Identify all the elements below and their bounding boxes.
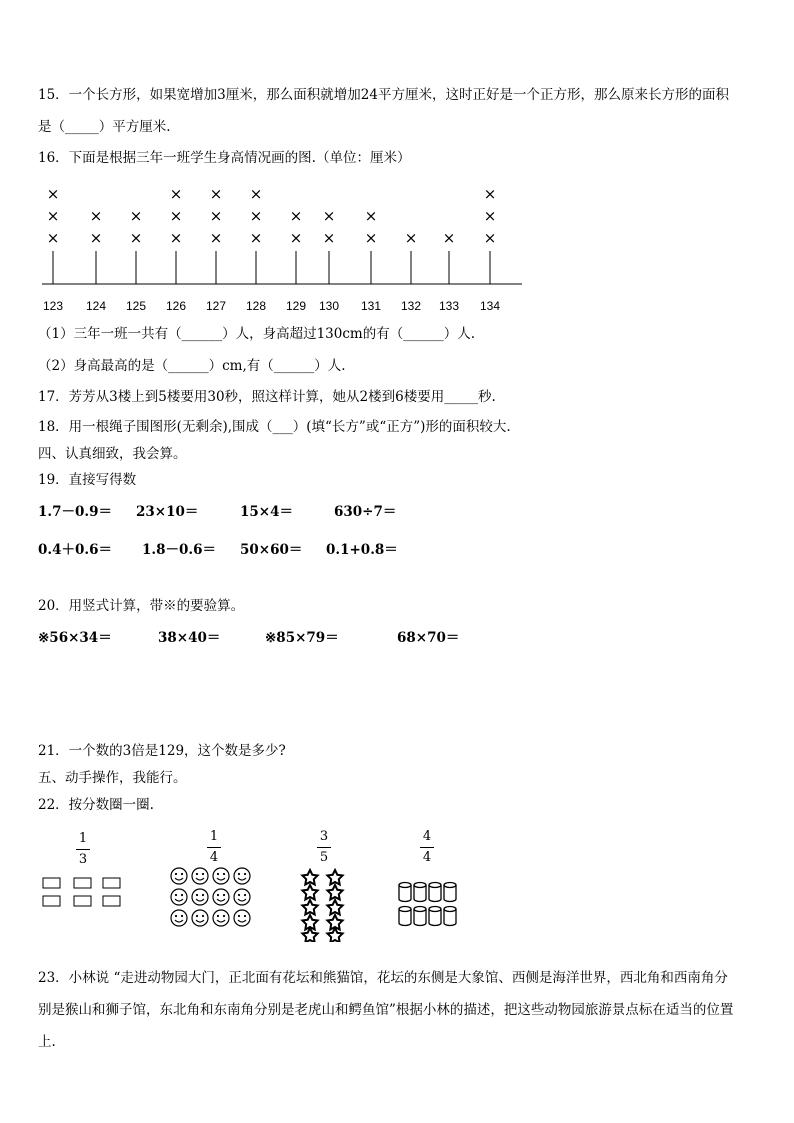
calc-item: 38×40＝ xyxy=(158,630,221,646)
section-5-heading: 五、动手操作，我能行。 xyxy=(38,770,187,786)
answer-blank[interactable]: _____ xyxy=(65,119,99,135)
data-mark: × xyxy=(289,207,303,225)
data-mark: × xyxy=(129,229,143,247)
calc-item: 15×4＝ xyxy=(240,504,293,520)
data-mark: × xyxy=(46,185,60,203)
star-group-icon xyxy=(296,868,350,942)
data-mark: × xyxy=(483,207,497,225)
data-mark: × xyxy=(483,229,497,247)
question-16-title: 16．下面是根据三年一班学生身高情况画的图.（单位：厘米） xyxy=(38,150,411,166)
calc-item: 0.4＋0.6＝ xyxy=(38,542,112,558)
smiley-group-icon xyxy=(168,866,254,928)
data-mark: × xyxy=(169,229,183,247)
calc-item: 23×10＝ xyxy=(136,504,199,520)
data-mark: × xyxy=(249,207,263,225)
fraction-four-quarters: 4 4 xyxy=(412,830,442,865)
calc-item: 1.8－0.6＝ xyxy=(142,542,216,558)
calc-item: 50×60＝ xyxy=(240,542,303,558)
question-16-sub-1: （1）三年一班一共有（______）人，身高超过130cm的有（______）人. xyxy=(38,326,476,342)
fraction-one-quarter: 1 4 xyxy=(199,830,229,865)
question-23-line-2: 别是猴山和狮子馆，东北角和东南角分别是老虎山和鳄鱼馆”根据小林的描述，把这些动物园旅游景点标在适当的位置 xyxy=(38,1002,734,1018)
question-15-line-1: 15．一个长方形，如果宽增加3厘米，那么面积就增加24平方厘米，这时正好是一个正方形，那么原来长方形的面积 xyxy=(38,87,729,103)
data-mark: × xyxy=(322,229,336,247)
data-mark: × xyxy=(364,229,378,247)
data-mark: × xyxy=(209,229,223,247)
fraction-three-fifths: 3 5 xyxy=(309,830,339,865)
tick-label: 130 xyxy=(318,299,340,313)
question-20-title: 20．用竖式计算，带※的要验算。 xyxy=(38,598,245,614)
data-mark: × xyxy=(289,229,303,247)
height-dot-plot xyxy=(38,176,538,322)
question-16-sub-2: （2）身高最高的是（______）cm,有（______）人. xyxy=(38,358,346,374)
calc-item: 0.1+0.8＝ xyxy=(326,542,398,558)
section-4-heading: 四、认真细致，我会算。 xyxy=(38,446,187,462)
data-mark: × xyxy=(169,185,183,203)
data-mark: × xyxy=(364,207,378,225)
question-22-title: 22．按分数圈一圈. xyxy=(38,797,154,813)
question-15-suffix: ）平方厘米. xyxy=(98,119,171,135)
data-mark: × xyxy=(483,185,497,203)
calc-item: ※85×79＝ xyxy=(265,630,339,646)
calc-item: ※56×34＝ xyxy=(38,630,112,646)
question-17: 17．芳芳从3楼上到5楼要用30秒，照这样计算，她从2楼到6楼要用_____秒. xyxy=(38,389,496,405)
question-18: 18．用一根绳子围图形(无剩余),围成（___）(填“长方”或“正方”)形的面积较大. xyxy=(38,419,511,435)
question-15-prefix: 是（ xyxy=(38,119,65,135)
calc-item: 630÷7＝ xyxy=(334,504,397,520)
tick-label: 128 xyxy=(245,299,267,313)
question-19-title: 19．直接写得数 xyxy=(38,472,137,488)
data-mark: × xyxy=(89,207,103,225)
data-mark: × xyxy=(442,229,456,247)
data-mark: × xyxy=(46,229,60,247)
tick-label: 123 xyxy=(42,299,64,313)
question-23-line-3: 上. xyxy=(38,1034,56,1050)
data-mark: × xyxy=(249,229,263,247)
tick-label: 125 xyxy=(125,299,147,313)
data-mark: × xyxy=(89,229,103,247)
question-15-line-2 xyxy=(38,115,171,135)
tick-label: 126 xyxy=(165,299,187,313)
data-mark: × xyxy=(209,185,223,203)
rectangle-group-icon xyxy=(42,874,122,910)
data-mark: × xyxy=(46,207,60,225)
tick-label: 131 xyxy=(360,299,382,313)
calc-item: 68×70＝ xyxy=(397,630,460,646)
data-mark: × xyxy=(129,207,143,225)
question-23-line-1: 23．小林说 “走进动物园大门，正北面有花坛和熊猫馆，花坛的东侧是大象馆、西侧是海洋世界，西北角和西南角分 xyxy=(38,970,728,986)
tick-label: 124 xyxy=(85,299,107,313)
cylinder-group-icon xyxy=(396,880,462,932)
tick-label: 132 xyxy=(400,299,422,313)
question-21: 21．一个数的3倍是129，这个数是多少? xyxy=(38,743,286,759)
data-mark: × xyxy=(209,207,223,225)
data-mark: × xyxy=(404,229,418,247)
data-mark: × xyxy=(249,185,263,203)
data-mark: × xyxy=(322,207,336,225)
tick-label: 127 xyxy=(205,299,227,313)
tick-label: 134 xyxy=(479,299,501,313)
tick-label: 129 xyxy=(285,299,307,313)
tick-label: 133 xyxy=(438,299,460,313)
fraction-one-third: 1 3 xyxy=(68,832,98,867)
data-mark: × xyxy=(169,207,183,225)
calc-item: 1.7－0.9＝ xyxy=(38,504,112,520)
